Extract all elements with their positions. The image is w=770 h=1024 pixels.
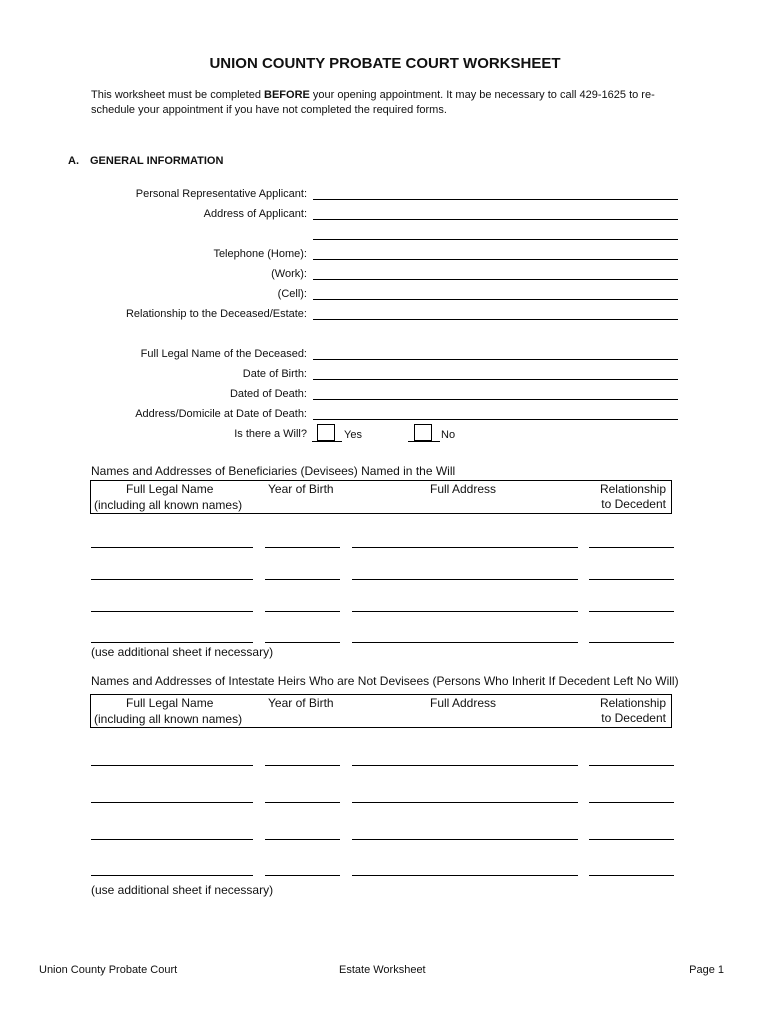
applicant-address-label: Address of Applicant: xyxy=(203,208,307,220)
heir-relationship-field[interactable] xyxy=(589,765,674,766)
domicile-address-field[interactable] xyxy=(313,419,678,420)
beneficiaries-note: (use additional sheet if necessary) xyxy=(91,645,274,659)
col-year: Year of Birth xyxy=(268,482,334,496)
col-year: Year of Birth xyxy=(268,696,334,710)
col-name-line2: (including all known names) xyxy=(94,498,243,512)
intro-text-start: This worksheet must be completed xyxy=(91,89,265,101)
will-yes-checkbox[interactable] xyxy=(317,424,335,441)
beneficiary-address-field[interactable] xyxy=(352,547,578,548)
page-title: UNION COUNTY PROBATE COURT WORKSHEET xyxy=(209,55,561,72)
beneficiary-name-field[interactable] xyxy=(91,579,253,580)
heir-relationship-field[interactable] xyxy=(589,875,674,876)
beneficiary-address-field[interactable] xyxy=(352,642,578,643)
date-of-death-label: Dated of Death: xyxy=(229,388,307,400)
intro-text-end: your opening appointment. It may be necessary to call 429-1625 to re-schedule your appointment if you have not completed the required forms. xyxy=(91,89,655,116)
will-yes-underline xyxy=(312,441,342,442)
heir-address-field[interactable] xyxy=(352,802,578,803)
applicant-address-field[interactable] xyxy=(313,219,678,220)
footer-court-name: Union County Probate Court xyxy=(39,964,178,976)
beneficiary-name-field[interactable] xyxy=(91,611,253,612)
personal-representative-label: Personal Representative Applicant: xyxy=(135,188,307,200)
telephone-work-field[interactable] xyxy=(313,279,678,280)
beneficiary-relationship-field[interactable] xyxy=(589,579,674,580)
beneficiaries-table-header xyxy=(90,480,672,514)
telephone-cell-field[interactable] xyxy=(313,299,678,300)
heir-name-field[interactable] xyxy=(91,802,253,803)
applicant-address-field-line2[interactable] xyxy=(313,239,678,240)
beneficiary-name-field[interactable] xyxy=(91,547,253,548)
heir-relationship-field[interactable] xyxy=(589,839,674,840)
col-name-line1: Full Legal Name xyxy=(126,696,214,710)
heir-year-field[interactable] xyxy=(265,765,340,766)
will-question-label: Is there a Will? xyxy=(234,428,307,440)
intro-paragraph xyxy=(91,88,681,118)
section-a-number: A. xyxy=(68,155,79,167)
heir-address-field[interactable] xyxy=(352,765,578,766)
heirs-heading: Names and Addresses of Intestate Heirs Who are Not Devisees (Persons Who Inherit If Decedent Left No Will) xyxy=(91,674,679,688)
heir-year-field[interactable] xyxy=(265,839,340,840)
col-relationship-line2: to Decedent xyxy=(601,711,666,725)
date-of-death-field[interactable] xyxy=(313,399,678,400)
col-name-line2: (including all known names) xyxy=(94,712,243,726)
beneficiary-address-field[interactable] xyxy=(352,611,578,612)
heir-relationship-field[interactable] xyxy=(589,802,674,803)
telephone-cell-label: (Cell): xyxy=(277,288,307,300)
will-no-label: No xyxy=(441,429,456,441)
heir-name-field[interactable] xyxy=(91,839,253,840)
relationship-field[interactable] xyxy=(313,319,678,320)
date-of-birth-label: Date of Birth: xyxy=(242,368,307,380)
heir-name-field[interactable] xyxy=(91,765,253,766)
relationship-label: Relationship to the Deceased/Estate: xyxy=(125,308,307,320)
col-address: Full Address xyxy=(430,696,497,710)
personal-representative-field[interactable] xyxy=(313,199,678,200)
intro-emphasis: BEFORE xyxy=(264,89,310,101)
col-relationship-line1: Relationship xyxy=(599,696,666,710)
deceased-name-label: Full Legal Name of the Deceased: xyxy=(140,348,307,360)
beneficiary-year-field[interactable] xyxy=(265,642,340,643)
heir-address-field[interactable] xyxy=(352,875,578,876)
deceased-name-field[interactable] xyxy=(313,359,678,360)
heirs-table-header xyxy=(90,694,672,728)
col-name-line1: Full Legal Name xyxy=(126,482,214,496)
beneficiary-name-field[interactable] xyxy=(91,642,253,643)
section-a-title: GENERAL INFORMATION xyxy=(90,155,224,167)
footer-document-name: Estate Worksheet xyxy=(339,964,426,976)
heir-year-field[interactable] xyxy=(265,875,340,876)
beneficiary-year-field[interactable] xyxy=(265,611,340,612)
heir-year-field[interactable] xyxy=(265,802,340,803)
heir-name-field[interactable] xyxy=(91,875,253,876)
col-address: Full Address xyxy=(430,482,497,496)
beneficiary-relationship-field[interactable] xyxy=(589,642,674,643)
heirs-note: (use additional sheet if necessary) xyxy=(91,883,274,897)
telephone-home-label: Telephone (Home): xyxy=(213,248,307,260)
telephone-home-field[interactable] xyxy=(313,259,678,260)
col-relationship-line1: Relationship xyxy=(599,482,666,496)
beneficiary-relationship-field[interactable] xyxy=(589,547,674,548)
will-no-checkbox[interactable] xyxy=(414,424,432,441)
date-of-birth-field[interactable] xyxy=(313,379,678,380)
telephone-work-label: (Work): xyxy=(271,268,307,280)
section-a-heading xyxy=(68,155,223,167)
beneficiary-relationship-field[interactable] xyxy=(589,611,674,612)
will-no-underline xyxy=(408,441,440,442)
beneficiaries-heading: Names and Addresses of Beneficiaries (Devisees) Named in the Will xyxy=(91,464,456,478)
beneficiary-year-field[interactable] xyxy=(265,547,340,548)
will-yes-label: Yes xyxy=(344,429,362,441)
beneficiary-address-field[interactable] xyxy=(352,579,578,580)
col-relationship-line2: to Decedent xyxy=(601,497,666,511)
heir-address-field[interactable] xyxy=(352,839,578,840)
beneficiary-year-field[interactable] xyxy=(265,579,340,580)
domicile-address-label: Address/Domicile at Date of Death: xyxy=(135,408,307,420)
footer-page-number: Page 1 xyxy=(689,964,724,976)
